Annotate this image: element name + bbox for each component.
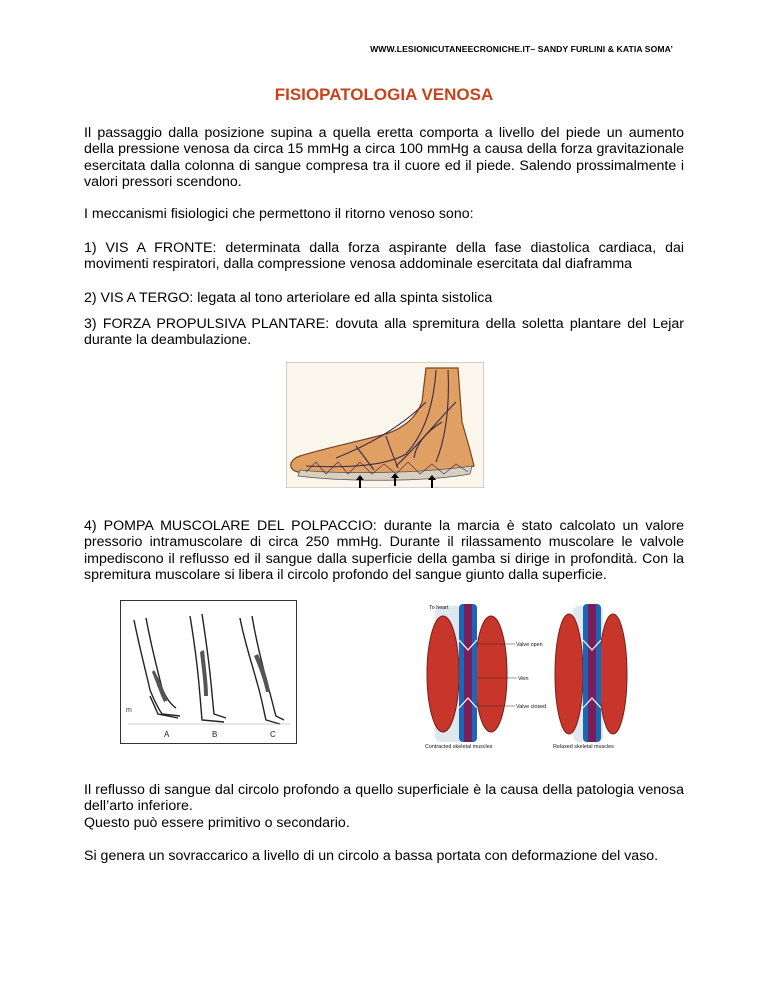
- paragraph-reflusso: [84, 782, 684, 831]
- label-to-heart: To heart: [429, 605, 449, 611]
- paragraph-reflusso-text: Il reflusso di sangue dal circolo profondo a quello superficiale è la causa della patologia venosa dell’arto inferiore.: [84, 782, 684, 815]
- page-title: FISIOPATOLOGIA VENOSA: [274, 85, 494, 104]
- label-relaxed-muscles: Relaxed skeletal muscles: [553, 744, 614, 750]
- label-a: A: [164, 730, 170, 739]
- paragraph-vis-a-tergo: 2) VIS A TERGO: legata al tono arteriolare ed alla spinta sistolica: [84, 290, 493, 306]
- paragraph-vis-a-fronte: 1) VIS A FRONTE: determinata dalla forza aspirante della fase diastolica cardiaca, dai movimenti respiratori, dalla compressione venosa addominale esercitata dal diaframma: [84, 240, 684, 273]
- corner-label: m: [126, 707, 132, 714]
- label-c: C: [270, 730, 276, 739]
- walking-legs-illustration: [120, 600, 297, 744]
- muscle-pump-diagram: [423, 600, 633, 750]
- paragraph-mechanisms-intro: I meccanismi fisiologici che permettono il ritorno venoso sono:: [84, 206, 474, 222]
- label-contracted-muscles: Contracted skeletal muscles: [425, 744, 493, 750]
- label-valve-closed: Valve closed: [516, 704, 547, 710]
- label-vein: Vein: [518, 676, 529, 682]
- page-header: WWW.LESIONICUTANEECRONICHE.IT– SANDY FURLINI & KATIA SOMA’: [370, 44, 673, 54]
- paragraph-sovraccarico: Si genera un sovraccarico a livello di un circolo a bassa portata con deformazione del vaso.: [84, 848, 659, 864]
- plantar-foot-illustration: [286, 362, 484, 488]
- paragraph-forza-plantare: 3) FORZA PROPULSIVA PLANTARE: dovuta alla spremitura della soletta plantare del Lejar durante la deambulazione.: [84, 316, 684, 349]
- paragraph-pompa-muscolare: 4) POMPA MUSCOLARE DEL POLPACCIO: durante la marcia è stato calcolato un valore pressorio intramuscolare di circa 250 mmHg. Durante il rilassamento muscolare le valvole impediscono il reflusso ed il sangue dalla superficie della gamba si dirige in profondità. Con la spremitura muscolare si libera il circolo profondo del sangue giunto dalla superficie.: [84, 518, 684, 583]
- paragraph-pressure: Il passaggio dalla posizione supina a quella eretta comporta a livello del piede un aumento della pressione venosa da circa 15 mmHg a circa 100 mmHg a causa della forza gravitazionale esercitata dalla colonna di sangue compresa tra il cuore ed il piede. Salendo prossimalmente i valori pressori scendono.: [84, 125, 684, 190]
- pressure-arrows: [355, 474, 445, 490]
- label-valve-open: Valve open: [516, 642, 543, 648]
- paragraph-primitivo-secondario: Questo può essere primitivo o secondario.: [84, 814, 350, 831]
- label-b: B: [212, 730, 218, 739]
